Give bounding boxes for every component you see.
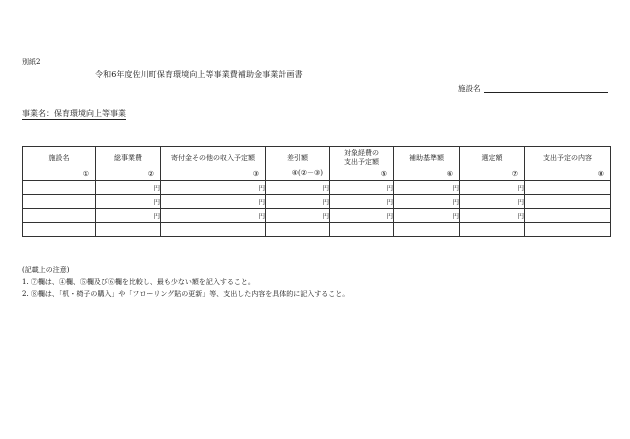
table-cell[interactable]: 円 [330,209,394,223]
table-cell[interactable] [525,195,611,209]
notes-section [22,264,349,300]
table-cell[interactable] [394,223,460,237]
note-item: 1. ⑦欄は、④欄、⑤欄及び⑥欄を比較し、最も少ない額を記入すること。 [22,278,255,286]
facility-name-label: 施設名 [458,84,481,93]
table-cell[interactable]: 円 [460,209,525,223]
table-cell[interactable]: 円 [161,195,266,209]
table-cell[interactable]: 円 [394,181,460,195]
notes-heading: (記載上の注意) [22,266,70,274]
table-cell[interactable]: 円 [330,195,394,209]
table-cell[interactable] [525,181,611,195]
table-cell[interactable]: 円 [266,195,330,209]
table-cell[interactable] [96,223,161,237]
table-cell[interactable]: 円 [96,181,161,195]
table-cell[interactable]: 円 [96,195,161,209]
table-cell[interactable]: 円 [96,209,161,223]
table-cell[interactable] [23,181,96,195]
table-row [23,195,611,209]
plan-table [22,146,611,237]
column-header-expense-details: 支出予定の内容 ⑧ [525,147,611,181]
table-cell[interactable]: 円 [394,195,460,209]
table-cell[interactable] [525,223,611,237]
column-header-facility: 施設名 ① [23,147,96,181]
column-header-subsidy-standard: 補助基準額 ⑥ [394,147,460,181]
table-cell[interactable] [23,209,96,223]
column-header-selected-amount: 選定額 ⑦ [460,147,525,181]
column-header-total-cost: 総事業費 ② [96,147,161,181]
table-cell[interactable]: 円 [460,195,525,209]
table-cell[interactable] [460,223,525,237]
table-cell[interactable]: 円 [266,209,330,223]
document-title: 令和6年度佐川町保育環境向上等事業費補助金事業計画書 [95,70,303,79]
table-cell[interactable] [330,223,394,237]
table-cell[interactable] [161,223,266,237]
column-header-donation-income: 寄付金その他の収入予定額 ③ [161,147,266,181]
table-cell[interactable]: 円 [460,181,525,195]
table-cell[interactable] [23,195,96,209]
table-cell[interactable]: 円 [330,181,394,195]
table-cell[interactable] [266,223,330,237]
table-cell[interactable] [23,223,96,237]
facility-name-line [484,92,608,93]
table-row [23,223,611,237]
table-cell[interactable]: 円 [266,181,330,195]
document-label: 別紙2 [22,58,41,66]
table-row [23,209,611,223]
table-cell[interactable] [525,209,611,223]
column-header-eligible-expense: 対象経費の 支出予定額 ⑤ [330,147,394,181]
table-cell[interactable]: 円 [394,209,460,223]
table-header-row [23,147,611,181]
column-header-net-amount: 差引額 ④(②－③) [266,147,330,181]
table-cell[interactable]: 円 [161,209,266,223]
note-item: 2. ⑧欄は、「机・椅子の購入」や「フローリング貼の更新」等、支出した内容を具体的に記入すること。 [22,290,350,298]
table-row [23,181,611,195]
project-name: 事業名：保育環境向上等事業 [22,109,126,118]
table-cell[interactable]: 円 [161,181,266,195]
